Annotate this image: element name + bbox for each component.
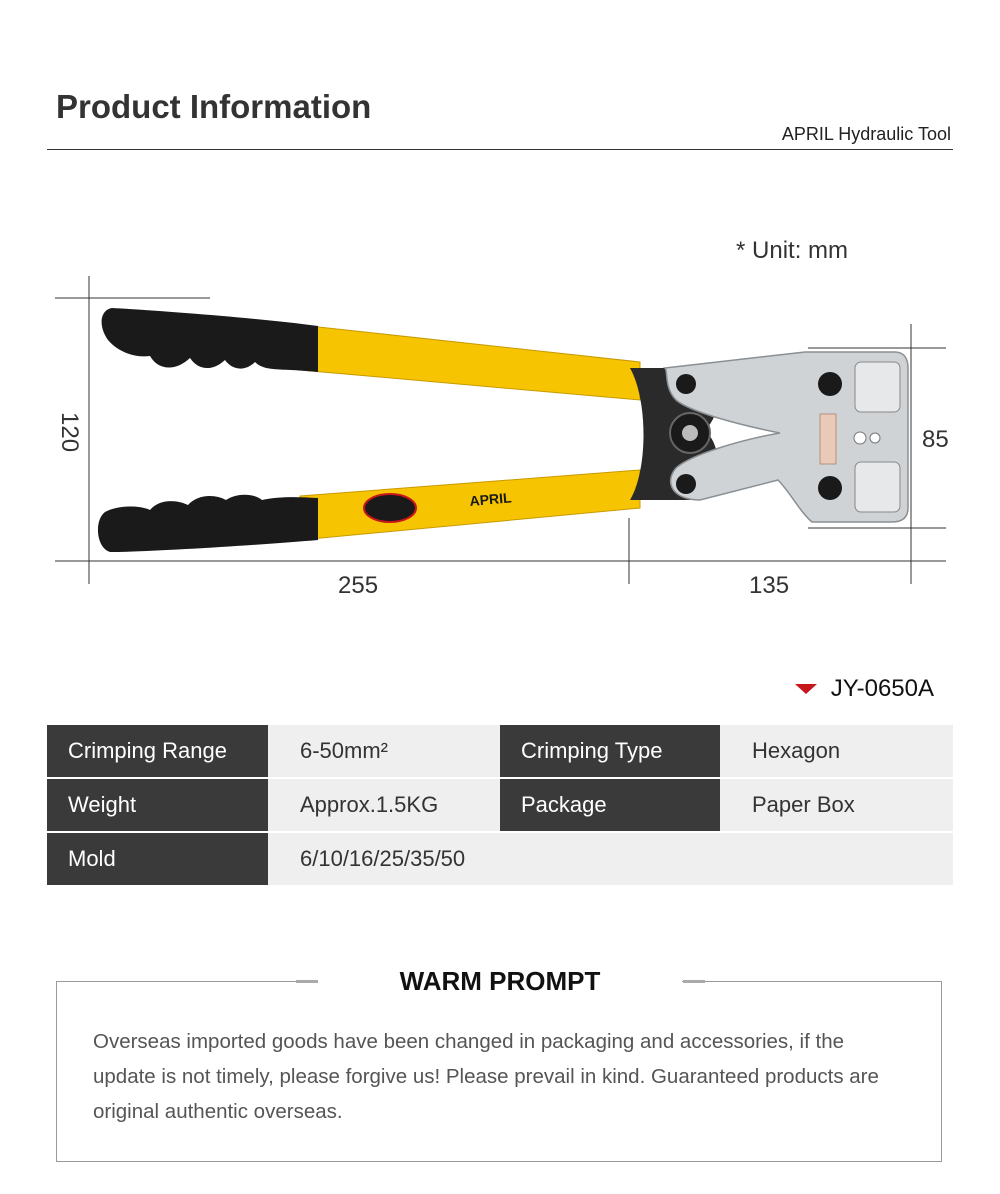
spec-key: Package [500,779,720,831]
warm-prompt-text: Overseas imported goods have been changed in packaging and accessories, if the update is not timely, please forgive us! Please prevail in kind. Guaranteed products are original authentic overseas. [93,1030,879,1123]
spec-key: Crimping Type [500,725,720,777]
svg-text:APRIL: APRIL [468,489,513,509]
model-label [795,675,934,703]
spec-value: Hexagon [720,725,953,777]
spec-row [47,725,953,777]
spec-key: Weight [47,779,268,831]
dim-length-head: 135 [749,572,790,599]
spec-table [47,725,953,887]
upper-handle [102,308,640,400]
dim-length-handle: 255 [338,572,379,599]
triangle-marker-icon [795,684,817,694]
brand-label: APRIL Hydraulic Tool [781,124,951,144]
model-name: JY-0650A [830,675,934,702]
spec-value: 6-50mm² [268,725,500,777]
dim-height-total: 120 [56,412,83,453]
spec-row [47,779,953,831]
spec-value: 6/10/16/25/35/50 [268,833,953,885]
spec-key: Crimping Range [47,725,268,777]
warm-prompt-title: WARM PROMPT [399,966,601,996]
spec-value: Paper Box [720,779,953,831]
spec-key: Mold [47,833,268,885]
spec-value: Approx.1.5KG [268,779,500,831]
dim-height-head: 85 [922,426,949,453]
spec-row [47,833,953,885]
page-title: Product Information [56,88,372,125]
lower-handle [98,470,640,552]
unit-note: * Unit: mm [736,237,849,264]
